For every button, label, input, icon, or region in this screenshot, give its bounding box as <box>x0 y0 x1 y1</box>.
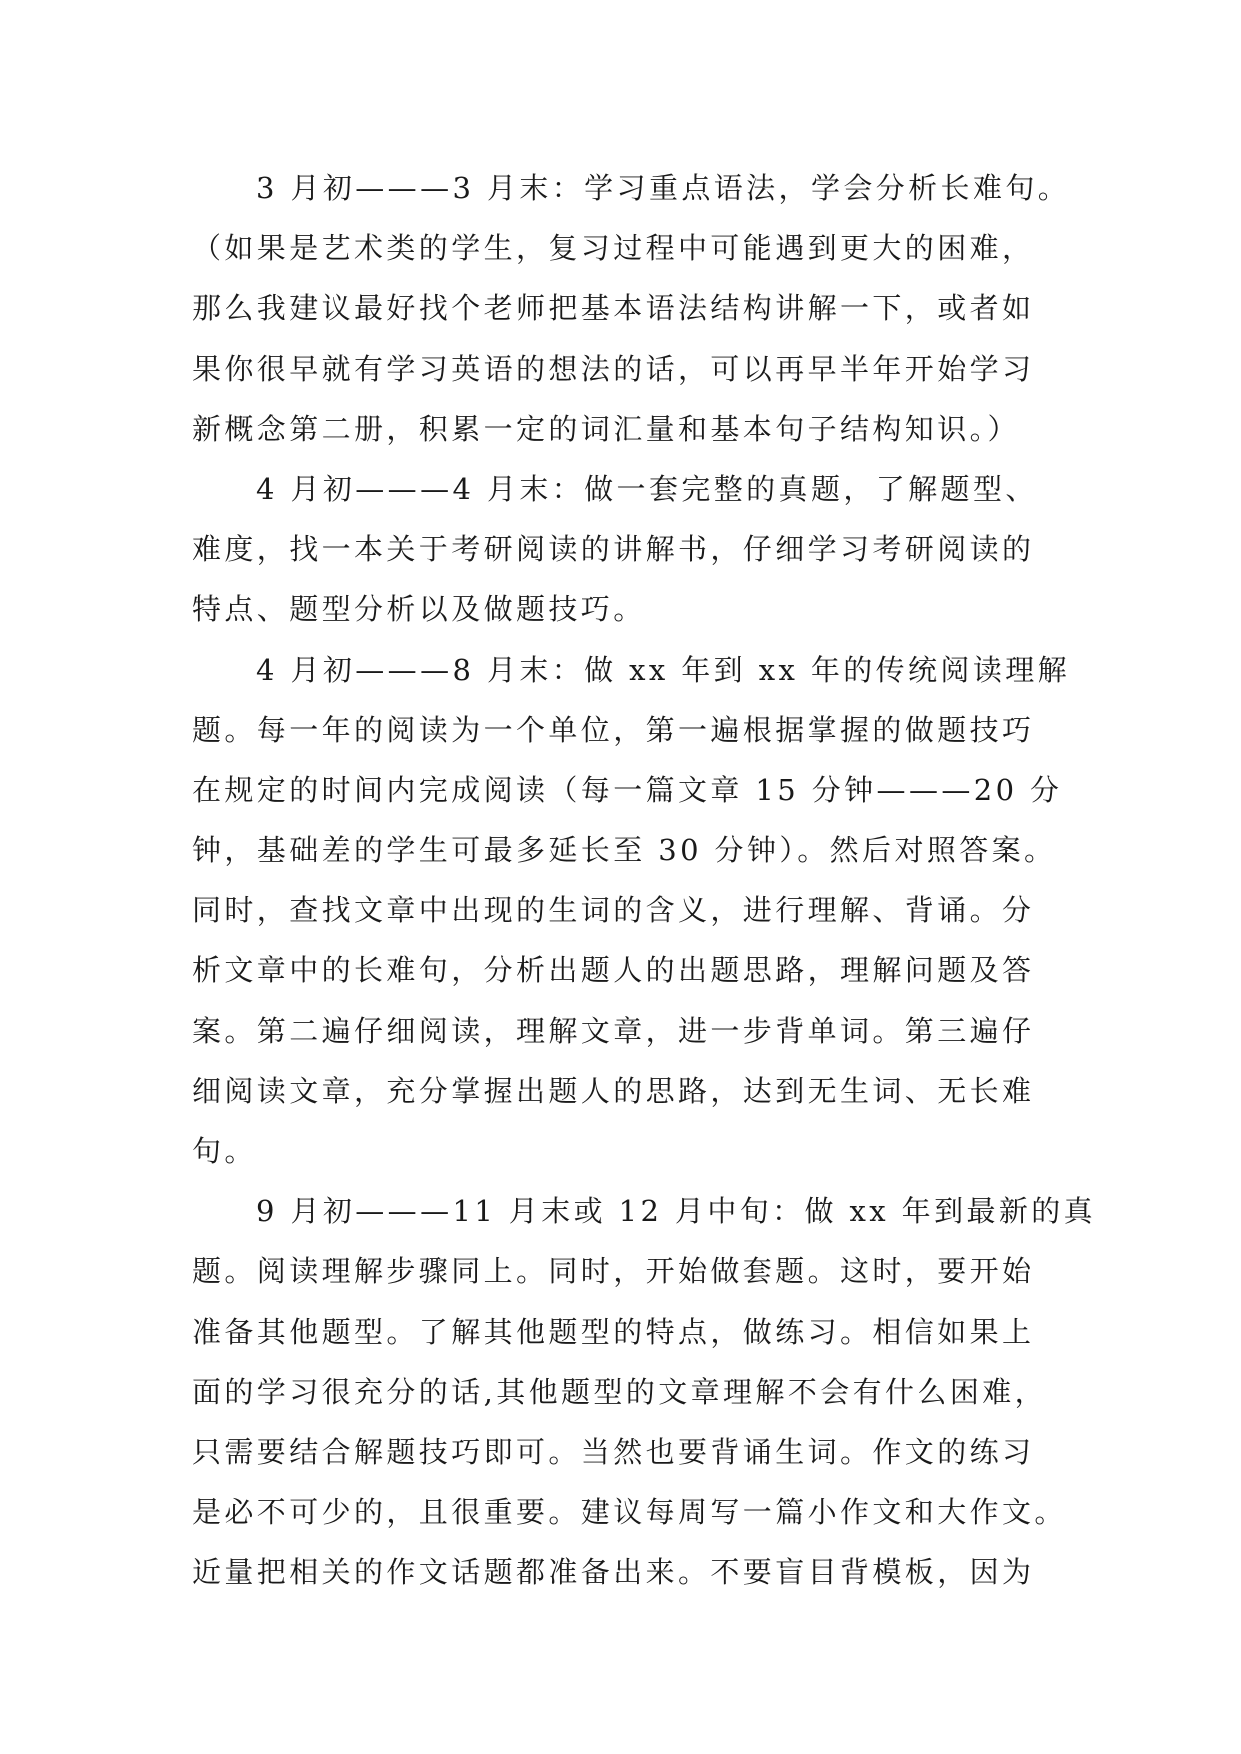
text-line: 在规定的时间内完成阅读（每一篇文章 15 分钟———20 分 <box>192 772 1063 807</box>
text-line: 案。第二遍仔细阅读，理解文章，进一步背单词。第三遍仔 <box>192 1013 1035 1048</box>
text-line: 题。每一年的阅读为一个单位，第一遍根据掌握的做题技巧 <box>192 712 1035 747</box>
text-line: 近量把相关的作文话题都准备出来。不要盲目背模板，因为 <box>192 1555 1035 1590</box>
text-line: 那么我建议最好找个老师把基本语法结构讲解一下，或者如 <box>192 291 1035 326</box>
text-line: 3 月初———3 月末：学习重点语法，学会分析长难句。 <box>256 171 1071 205</box>
text-line: 4 月初———8 月末：做 xx 年到 xx 年的传统阅读理解 <box>256 652 1071 687</box>
text-line: 新概念第二册，积累一定的词汇量和基本句子结构知识。） <box>192 411 1020 446</box>
text-line: 果你很早就有学习英语的想法的话，可以再早半年开始学习 <box>192 351 1035 386</box>
text-line: 面的学习很充分的话,其他题型的文章理解不会有什么困难， <box>192 1374 1048 1409</box>
text-line: 细阅读文章，充分掌握出题人的思路，达到无生词、无长难 <box>192 1073 1035 1108</box>
body-text <box>192 158 1097 1603</box>
text-line: 难度，找一本关于考研阅读的讲解书，仔细学习考研阅读的 <box>192 532 1035 567</box>
text-line: 钟，基础差的学生可最多延长至 30 分钟）。然后对照答案。 <box>192 833 1057 868</box>
text-line: 准备其他题型。了解其他题型的特点，做练习。相信如果上 <box>192 1314 1035 1349</box>
text-line: 句。 <box>192 1134 257 1168</box>
text-line: 只需要结合解题技巧即可。当然也要背诵生词。作文的练习 <box>192 1434 1035 1469</box>
text-line: 特点、题型分析以及做题技巧。 <box>192 592 646 627</box>
text-line: 析文章中的长难句，分析出题人的出题思路，理解问题及答 <box>192 953 1035 988</box>
text-line: 9 月初———11 月末或 12 月中旬：做 xx 年到最新的真 <box>256 1194 1097 1229</box>
text-line: 题。阅读理解步骤同上。同时，开始做套题。这时，要开始 <box>192 1254 1035 1289</box>
text-line: （如果是艺术类的学生，复习过程中可能遇到更大的困难， <box>192 231 1035 266</box>
text-line: 同时，查找文章中出现的生词的含义，进行理解、背诵。分 <box>192 893 1035 928</box>
text-line: 4 月初———4 月末：做一套完整的真题，了解题型、 <box>256 471 1038 506</box>
text-line: 是必不可少的，且很重要。建议每周写一篇小作文和大作文。 <box>192 1495 1067 1530</box>
